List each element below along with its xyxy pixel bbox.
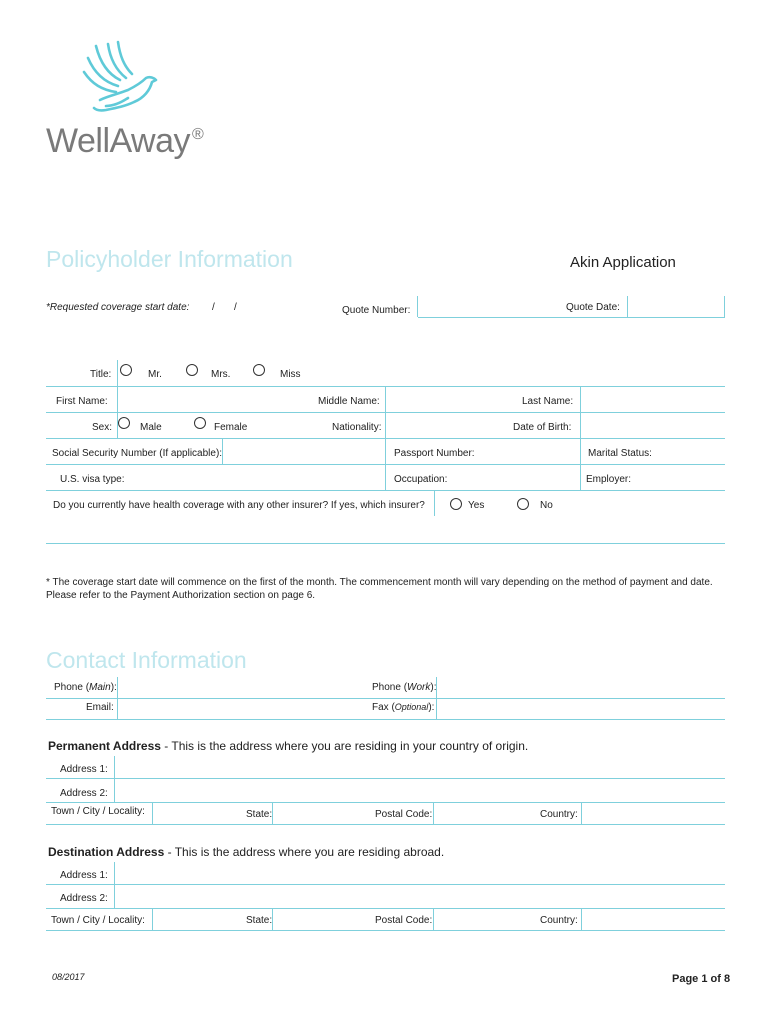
visa-type-label: U.S. visa type: [60,474,125,485]
wellaway-dove-logo [78,40,168,120]
first-name-input[interactable] [118,388,314,412]
dest-address1-input[interactable] [116,862,724,884]
passport-label: Passport Number: [394,448,475,459]
marital-status-input[interactable] [656,440,724,464]
dob-input[interactable] [582,414,724,438]
destination-address-title: Destination Address [48,845,165,859]
start-date-input[interactable] [196,298,256,314]
dest-country-input[interactable] [583,909,724,929]
fax-label [372,702,434,713]
last-name-input[interactable] [582,388,724,412]
first-name-label: First Name: [56,396,108,407]
other-coverage-question: Do you currently have health coverage with any other insurer? If yes, which insurer? [53,500,425,511]
phone-main-label [54,682,117,693]
sex-female-radio[interactable] [194,417,206,429]
dest-postal-label: Postal Code: [375,915,433,926]
nationality-input[interactable] [386,414,516,438]
page-number: Page 1 of 8 [672,973,731,985]
occupation-label: Occupation: [394,474,448,485]
dest-town-label: Town / City / Locality: [51,915,145,926]
footer-date: 08/2017 [52,972,85,982]
middle-name-input[interactable] [386,388,516,412]
perm-address2-input[interactable] [116,780,724,802]
perm-postal-label: Postal Code: [375,809,433,820]
coverage-no-label: No [540,500,553,511]
dest-address1-label: Address 1: [60,870,108,881]
marital-status-label: Marital Status: [588,448,652,459]
passport-input[interactable] [476,440,576,464]
quote-date-label: Quote Date: [566,302,620,313]
email-label: Email: [86,702,114,713]
nationality-label: Nationality: [332,422,382,433]
title-miss-radio[interactable] [253,364,265,376]
fax-end: ): [428,702,435,713]
ssn-label: Social Security Number (If applicable): [52,448,223,459]
dest-address2-input[interactable] [116,886,724,908]
title-mr-label: Mr. [148,369,162,380]
phone-main-end: ): [110,682,117,693]
perm-address1-label: Address 1: [60,764,108,775]
date-separator: / [212,302,215,313]
permanent-address-desc: - This is the address where you are residing in your country of origin. [160,739,529,753]
occupation-input[interactable] [466,466,576,490]
perm-state-input[interactable] [274,803,370,823]
title-mrs-label: Mrs. [211,369,231,380]
phone-work-label [372,682,436,693]
phone-work-end: ): [430,682,437,693]
sex-label: Sex: [92,422,113,433]
perm-country-input[interactable] [583,803,724,823]
dob-label: Date of Birth: [513,422,572,433]
policyholder-section-title: Policyholder Information [46,246,293,272]
title-miss-label: Miss [280,369,301,380]
brand-name [46,122,204,161]
ssn-input[interactable] [224,440,382,464]
dest-country-label: Country: [540,915,578,926]
perm-town-label: Town / City / Locality: [51,806,145,817]
title-label: Title: [90,369,112,380]
fax-text: Fax ( [372,702,395,713]
quote-number-input[interactable] [418,298,560,316]
perm-town-input[interactable] [154,803,244,823]
visa-type-input[interactable] [140,466,380,490]
phone-work-qualifier: Work [407,682,431,693]
fax-qualifier: Optional [394,702,429,712]
dest-address2-label: Address 2: [60,893,108,904]
coverage-footnote: * The coverage start date will commence on the first of the month. The commencement month will vary depending on the method of payment and date. Please refer to the Payment Authorization section on page 6. [46,577,713,601]
phone-work-text: Phone ( [372,682,408,693]
email-input[interactable] [118,699,368,719]
start-date-label: *Requested coverage start date: [46,302,190,313]
sex-female-label: Female [214,422,248,433]
coverage-yes-radio[interactable] [450,498,462,510]
quote-number-label: Quote Number: [342,305,411,316]
phone-main-text: Phone ( [54,682,90,693]
app-title: Akin Application [570,254,676,271]
middle-name-label: Middle Name: [318,396,380,407]
date-separator: / [234,302,237,313]
phone-main-input[interactable] [118,677,368,697]
coverage-no-radio[interactable] [517,498,529,510]
perm-postal-input[interactable] [435,803,535,823]
dest-town-input[interactable] [154,909,244,929]
contact-section-title: Contact Information [46,647,247,673]
quote-date-input[interactable] [630,298,723,316]
title-mr-radio[interactable] [120,364,132,376]
dest-state-input[interactable] [274,909,370,929]
phone-work-input[interactable] [438,677,724,697]
perm-address2-label: Address 2: [60,788,108,799]
registered-mark: ® [192,126,204,143]
employer-label: Employer: [586,474,632,485]
coverage-yes-label: Yes [468,500,485,511]
last-name-label: Last Name: [522,396,574,407]
destination-address-desc: - This is the address where you are residing abroad. [164,845,445,859]
sex-male-label: Male [140,422,162,433]
other-insurer-input[interactable] [46,518,725,543]
perm-address1-input[interactable] [116,756,724,778]
fax-input[interactable] [438,699,724,719]
phone-main-qualifier: Main [89,682,111,693]
sex-male-radio[interactable] [118,417,130,429]
destination-address-heading [48,845,444,859]
permanent-address-title: Permanent Address [48,739,161,753]
dest-postal-input[interactable] [435,909,535,929]
title-mrs-radio[interactable] [186,364,198,376]
perm-state-label: State: [246,809,273,820]
permanent-address-heading [48,739,528,753]
dest-state-label: State: [246,915,273,926]
brand-wordmark: WellAway [46,122,191,160]
perm-country-label: Country: [540,809,578,820]
employer-input[interactable] [640,466,724,490]
